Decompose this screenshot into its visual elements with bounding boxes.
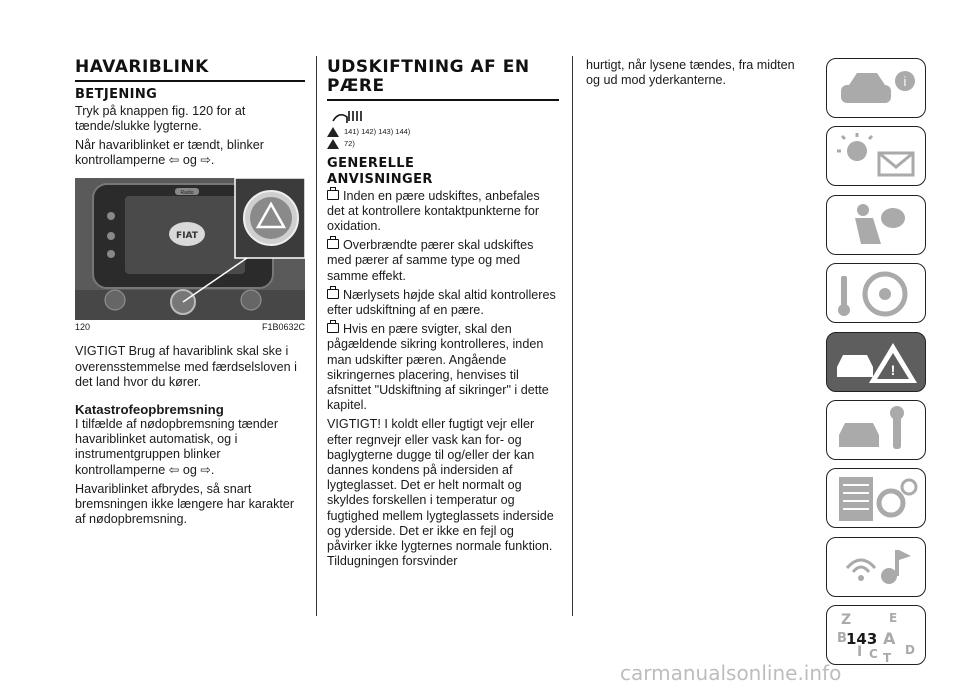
paragraph-continuation: hurtigt, når lysene tændes, fra midten og ud mod yderkanterne. — [586, 58, 795, 88]
emergency-breakdown-icon — [833, 337, 921, 389]
column-divider — [572, 56, 573, 616]
svg-text:A: A — [883, 629, 896, 649]
paragraph-condensation: VIGTIGT! I koldt eller fugtigt vejr eller efter regnvejr eller vask kan for- og baglygterne dugge til og/eller der kan dannes kondens på indersiden af lygteglasset. Det er helt normalt og skyldes forskellen i temperatur og fugtighed mellem lygteglassets inderside og yderside. Det er ikke en fejl og påvirker ikke lygternes normale funktion. Tildugningen forsvinder — [327, 417, 554, 569]
chapter-tabs — [826, 58, 928, 674]
steering-key-icon — [833, 268, 921, 320]
section-title-havariblink: HAVARIBLINK — [75, 57, 209, 77]
title-rule — [75, 80, 305, 82]
column-continuation — [586, 58, 806, 92]
title-rule — [327, 99, 559, 101]
column-havariblink — [75, 58, 305, 531]
bullet-item: Overbrændte pærer skal udskiftes med pærer af samme type og med samme effekt. — [327, 238, 534, 283]
tab-multimedia[interactable] — [826, 537, 926, 597]
bullet-item: Nærlysets højde skal altid kontrolleres efter udskiftning af en pære. — [327, 287, 556, 317]
svg-text:E: E — [889, 611, 898, 626]
svg-text:T: T — [883, 651, 892, 663]
bullet-item: Hvis en pære svigter, skal den pågældende sikring kontrolleres, inden man udskifter pæren. Angående sikringernes placering, henvises til afsnittet "Udskiftning af sikringer" i dette kapitel. — [327, 322, 549, 413]
paragraph-indicators: Når havariblinket er tændt, blinker kontrollamperne ⇦ og ⇨. — [75, 137, 264, 168]
note-refs: 141) 142) 143) 144) — [344, 127, 411, 136]
page-number: 143 — [846, 630, 878, 648]
figure-number: 120 — [75, 322, 91, 333]
svg-text:I: I — [857, 644, 863, 661]
figure-code: F1B0632C — [261, 322, 305, 333]
subtitle-line2: ANVISNINGER — [327, 171, 433, 187]
paragraph-intro: Tryk på knappen fig. 120 for at tænde/slukke lygterne. — [75, 103, 246, 133]
svg-text:D: D — [905, 643, 915, 658]
paragraph-deactivation: Havariblinket afbrydes, så snart bremsningen ikke længere har karakter af nødopbremsning. — [75, 481, 295, 527]
figure-hazard-button — [75, 178, 305, 320]
dashboard-illustration — [75, 178, 305, 320]
paragraph-important: VIGTIGT Brug af havariblink skal ske i overensstemmelse med færdselsloven i det land hvor du kører. — [75, 344, 297, 389]
technical-data-icon — [833, 473, 921, 525]
heading-emergency-braking: Katastrofeopbremsning — [75, 401, 224, 417]
figure-caption — [75, 322, 305, 332]
column-divider — [316, 56, 317, 616]
subtitle-betjening: BETJENING — [75, 86, 158, 102]
bulb-icon — [329, 107, 559, 125]
notes-row-2 — [327, 139, 559, 149]
radio-badge: Radio — [180, 190, 194, 197]
bullet-icon — [327, 323, 339, 333]
svg-text:i: i — [903, 74, 907, 89]
tab-car-info[interactable] — [826, 58, 926, 118]
paragraph-emergency: I tilfælde af nødopbremsning tænder havariblinket automatisk, og i instrumentgruppen blinker kontrollamperne ⇦ og ⇨. — [75, 416, 279, 477]
notes-row-1 — [327, 127, 559, 137]
multimedia-icon — [833, 542, 921, 594]
footer-watermark: carmanualsonline.info — [620, 661, 842, 685]
svg-text:!: ! — [890, 361, 896, 378]
tab-safety[interactable] — [826, 195, 926, 255]
subtitle-line1: GENERELLE — [327, 155, 415, 171]
warning-icon — [327, 139, 339, 149]
service-tools-icon — [833, 405, 921, 457]
tab-service[interactable] — [826, 400, 926, 460]
warning-icon — [327, 127, 339, 137]
section-title-line1: UDSKIFTNING AF EN — [327, 57, 530, 77]
svg-text:B: B — [837, 631, 847, 647]
brand-logo: FIAT — [176, 231, 198, 242]
warning-lights-icon — [833, 131, 921, 183]
section-title-line2: PÆRE — [327, 76, 385, 96]
tab-technical-data[interactable] — [826, 468, 926, 528]
note-refs: 72) — [344, 139, 355, 148]
tab-starting-driving[interactable] — [826, 263, 926, 323]
bullet-icon — [327, 190, 339, 200]
tab-warning-lights[interactable] — [826, 126, 926, 186]
svg-text:C: C — [869, 647, 878, 662]
column-bulb-replacement — [327, 58, 559, 573]
svg-text:Z: Z — [841, 612, 852, 629]
bullet-icon — [327, 289, 339, 299]
bullet-item: Inden en pære udskiftes, anbefales det at kontrollere kontaktpunkterne for oxidation. — [327, 188, 540, 233]
tab-emergency[interactable] — [826, 332, 926, 392]
airbag-seat-icon — [833, 200, 921, 252]
car-info-icon — [833, 63, 921, 115]
bullet-icon — [327, 239, 339, 249]
